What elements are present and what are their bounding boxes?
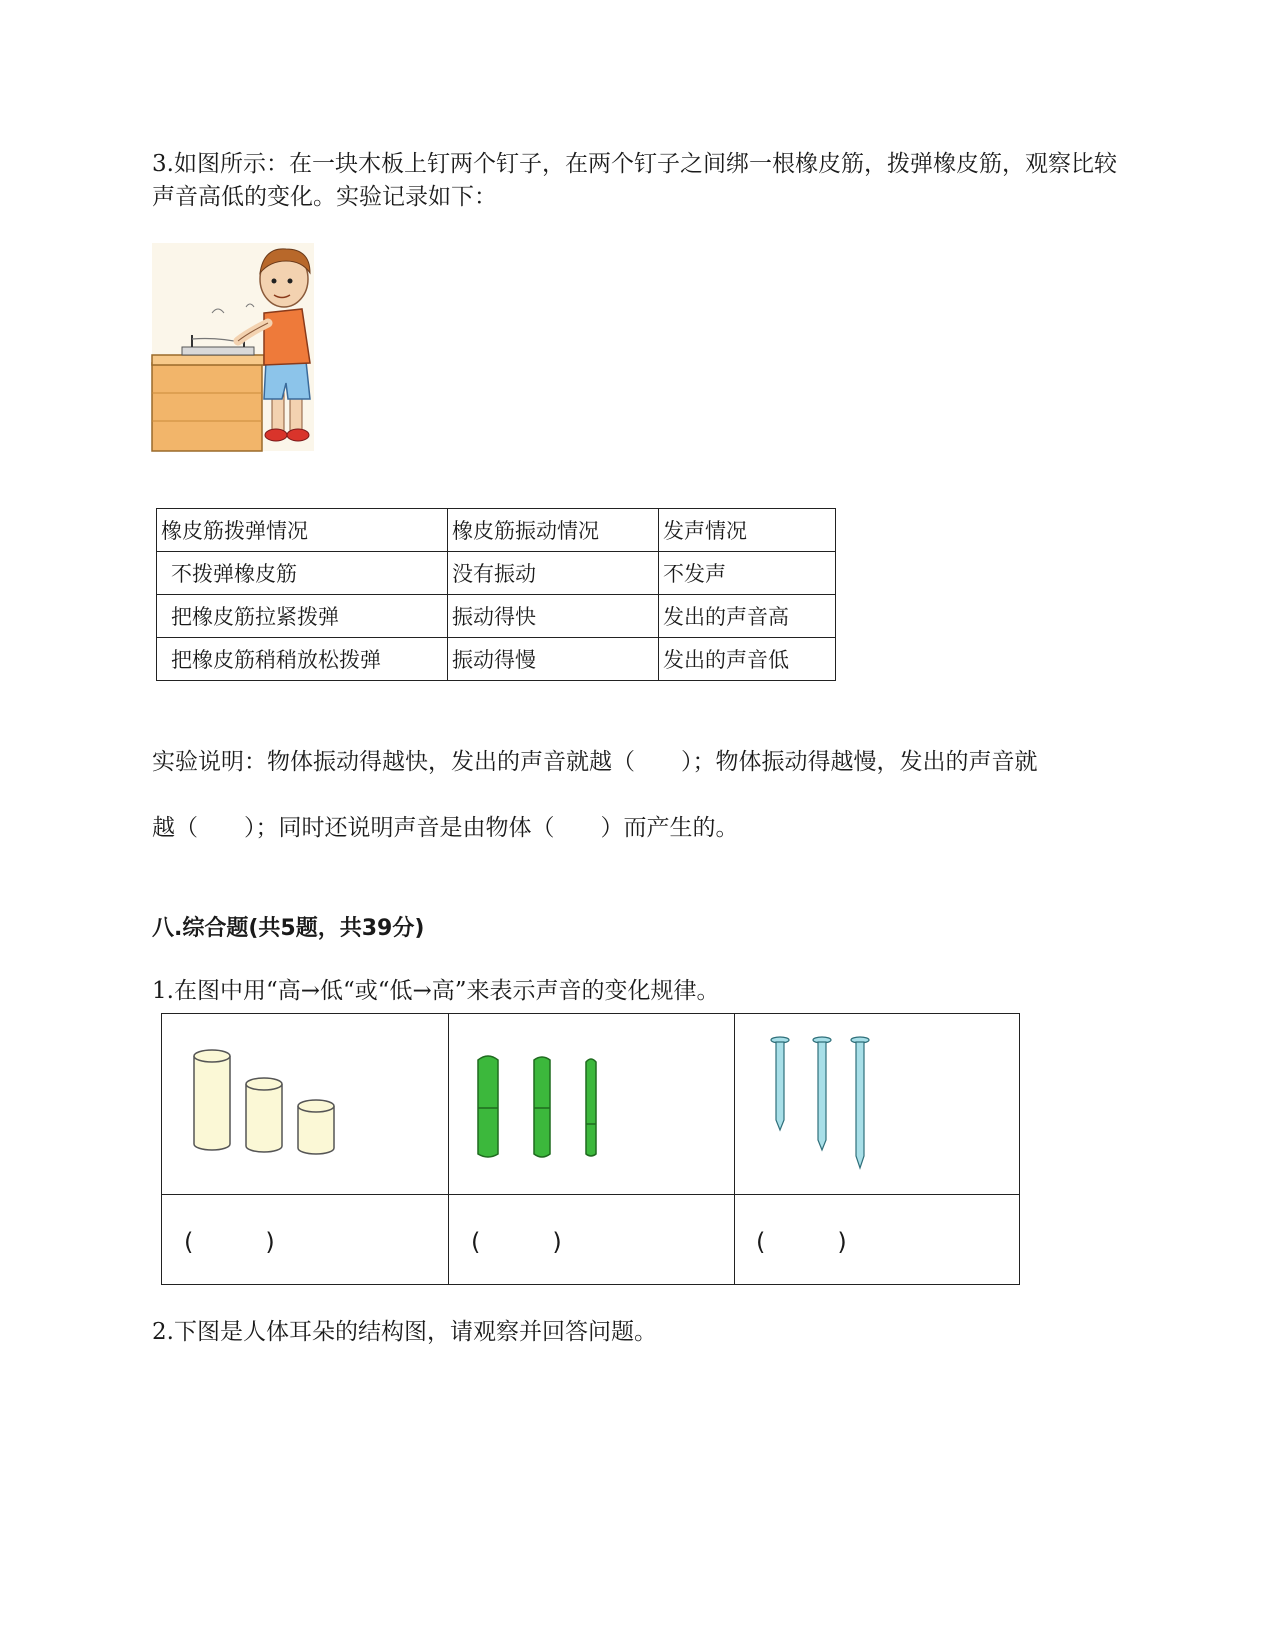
bamboo-tubes-figure (474, 1052, 614, 1172)
table-cell: 发出的声音低 (659, 638, 836, 681)
table-header-cell: 橡皮筋拨弹情况 (157, 509, 448, 552)
answer-blank-nails[interactable]: ( ) (756, 1228, 847, 1256)
cylinders-figure (190, 1044, 350, 1164)
table-cell: 把橡皮筋稍稍放松拨弹 (157, 638, 448, 681)
answer-blank-cylinders[interactable]: ( ) (184, 1228, 275, 1256)
table-cell: 振动得快 (448, 595, 659, 638)
nails-figure (760, 1036, 880, 1186)
table-row (157, 552, 836, 595)
table-header-row (157, 509, 836, 552)
table-row (157, 595, 836, 638)
experiment-explanation-line-2: 越（ ）；同时还说明声音是由物体（ ）而产生的。 (152, 815, 739, 841)
table-cell: 没有振动 (448, 552, 659, 595)
answer-blank-bamboo[interactable]: ( ) (471, 1228, 562, 1256)
section-8-question-2-text: 2.下图是人体耳朵的结构图，请观察并回答问题。 (152, 1319, 657, 1345)
table-cell: 把橡皮筋拉紧拨弹 (157, 595, 448, 638)
table-row (157, 638, 836, 681)
boy-plucking-rubber-band-illustration (152, 243, 314, 451)
question-3-text: 3.如图所示：在一块木板上钉两个钉子，在两个钉子之间绑一根橡皮筋，拨弹橡皮筋，观察比较声音高低的变化。实验记录如下： (152, 151, 1117, 210)
grid-row-divider (162, 1194, 1019, 1195)
table-header-cell: 橡皮筋振动情况 (448, 509, 659, 552)
table-cell: 不拨弹橡皮筋 (157, 552, 448, 595)
experiment-explanation-line-1: 实验说明：物体振动得越快，发出的声音就越（ ）；物体振动得越慢，发出的声音就 (152, 749, 1038, 775)
sound-pattern-grid (161, 1013, 1020, 1285)
table-header-cell: 发声情况 (659, 509, 836, 552)
table-cell: 不发声 (659, 552, 836, 595)
table-cell: 振动得慢 (448, 638, 659, 681)
section-8-title: 八.综合题(共5题，共39分) (152, 916, 425, 941)
table-cell: 发出的声音高 (659, 595, 836, 638)
experiment-record-table (156, 508, 836, 681)
section-8-question-1-text: 1.在图中用“高→低“或“低→高”来表示声音的变化规律。 (152, 978, 720, 1004)
